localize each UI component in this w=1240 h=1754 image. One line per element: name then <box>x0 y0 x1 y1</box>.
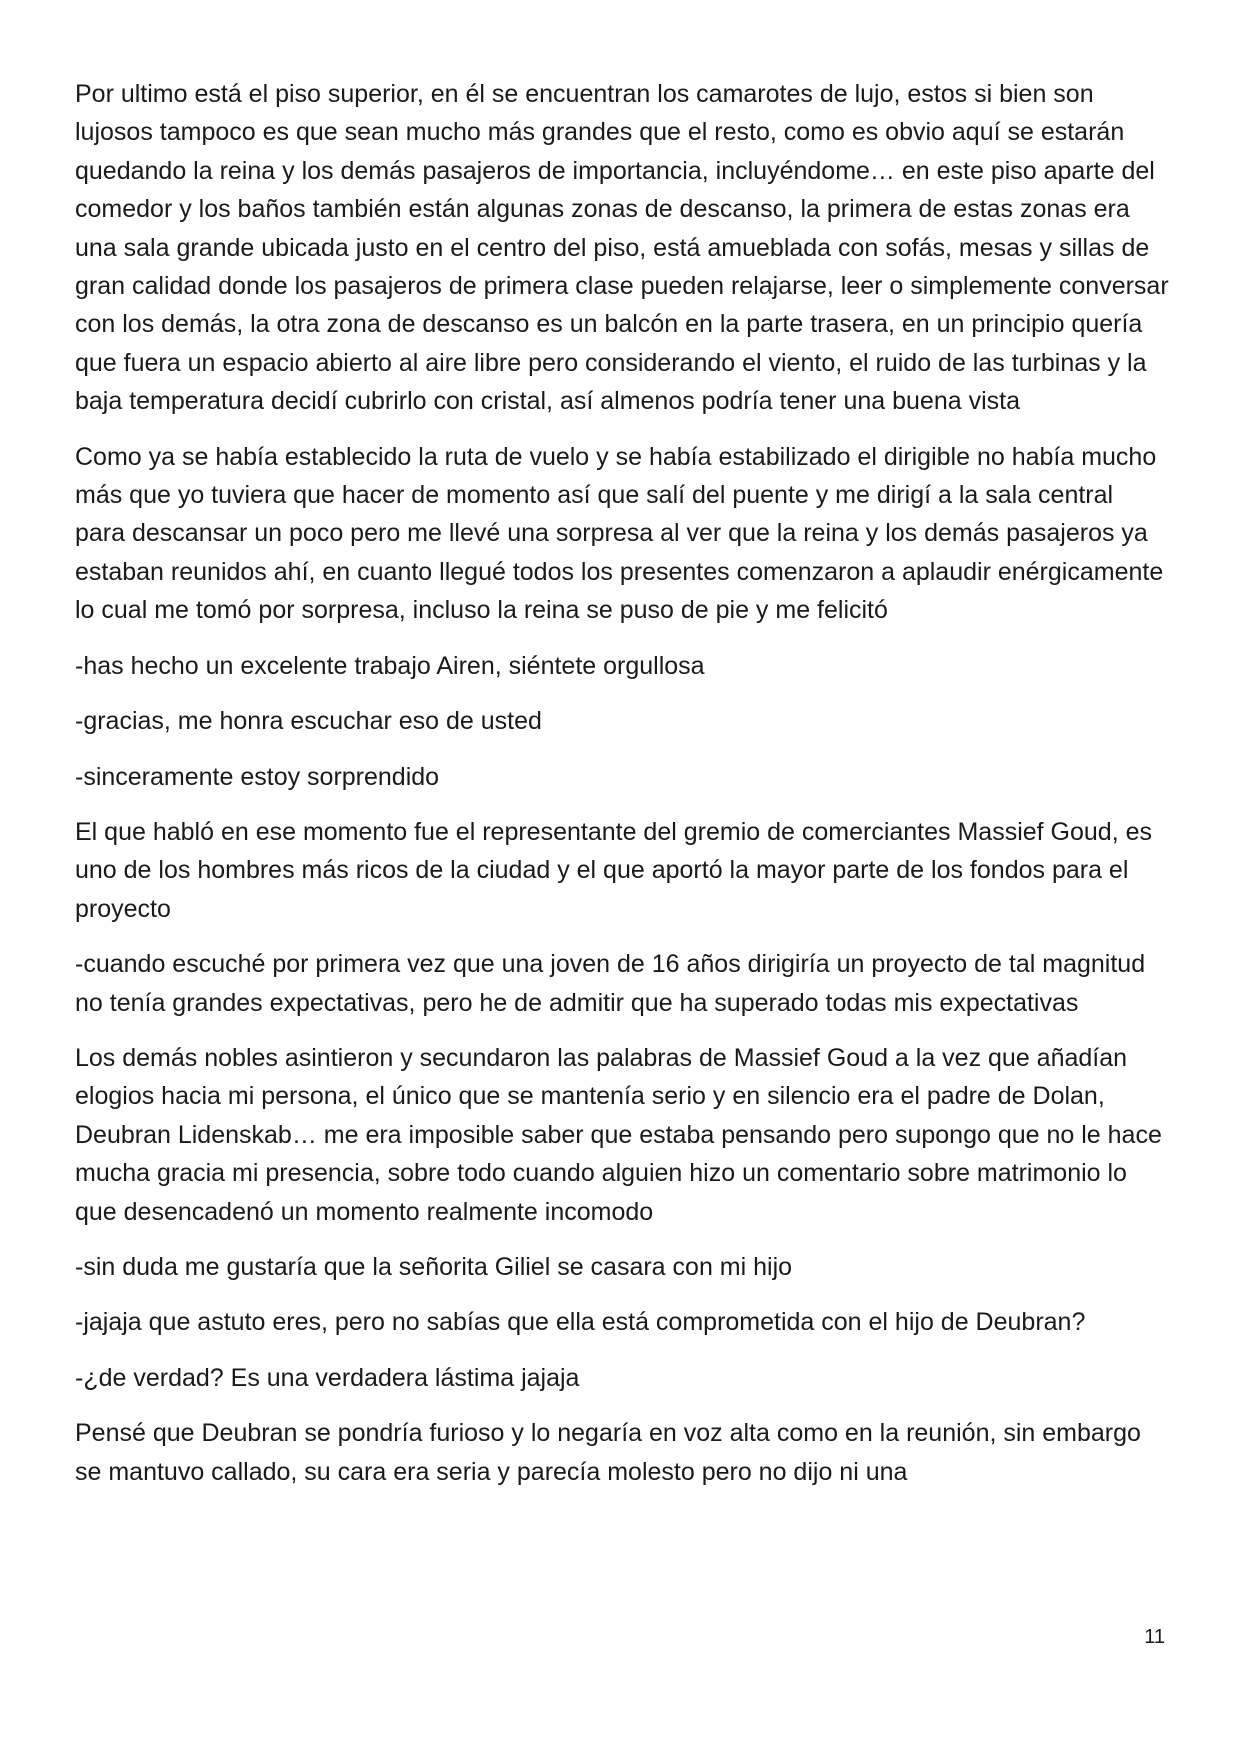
paragraph: Por ultimo está el piso superior, en él se encuentran los camarotes de lujo, estos si bien son lujosos tampoco es que sean mucho más grandes que el resto, como es obvio aquí se estarán quedando la reina y los demás pasajeros de importancia, incluyéndome… en este piso aparte del comedor y los baños también están algunas zonas de descanso, la primera de estas zonas era una sala grande ubicada justo en el centro del piso, está amueblada con sofás, mesas y sillas de gran calidad donde los pasajeros de primera clase pueden relajarse, leer o simplemente conversar con los demás, la otra zona de descanso es un balcón en la parte trasera, en un principio quería que fuera un espacio abierto al aire libre pero considerando el viento, el ruido de las turbinas y la baja temperatura decidí cubrirlo con cristal, así almenos podría tener una buena vista <box>75 80 1169 416</box>
dialogue-line: -sinceramente estoy sorprendido <box>75 762 440 791</box>
dialogue-line: -gracias, me honra escuchar eso de usted <box>75 707 542 736</box>
dialogue-line: -jajaja que astuto eres, pero no sabías que ella está comprometida con el hijo de Deubran? <box>75 1308 1086 1337</box>
page-number: 11 <box>1144 1626 1165 1648</box>
paragraph: El que habló en ese momento fue el representante del gremio de comerciantes Massief Goud, es uno de los hombres más ricos de la ciudad y el que aportó la mayor parte de los fondos para el proyecto <box>75 817 1153 923</box>
paragraph: Los demás nobles asintieron y secundaron las palabras de Massief Goud a la vez que añadían elogios hacia mi persona, el único que se mantenía serio y en silencio era el padre de Dolan, Deubran Lidenskab… me era imposible saber que estaba pensando pero supongo que no le hace mucha gracia mi presencia, sobre todo cuando alguien hizo un comentario sobre matrimonio lo que desencadenó un momento realmente incomodo <box>75 1043 1162 1226</box>
dialogue-line: -has hecho un excelente trabajo Airen, siéntete orgullosa <box>75 651 705 680</box>
dialogue-line: -sin duda me gustaría que la señorita Giliel se casara con mi hijo <box>75 1252 793 1281</box>
paragraph: Como ya se había establecido la ruta de vuelo y se había estabilizado el dirigible no había mucho más que yo tuviera que hacer de momento así que salí del puente y me dirigí a la sala central para descansar un poco pero me llevé una sorpresa al ver que la reina y los demás pasajeros ya estaban reunidos ahí, en cuanto llegué todos los presentes comenzaron a aplaudir enérgicamente lo cual me tomó por sorpresa, incluso la reina se puso de pie y me felicitó <box>75 442 1164 625</box>
dialogue-line: -¿de verdad? Es una verdadera lástima jajaja <box>75 1363 580 1392</box>
dialogue-line: -cuando escuché por primera vez que una joven de 16 años dirigiría un proyecto de tal magnitud no tenía grandes expectativas, pero he de admitir que ha superado todas mis expectativas <box>75 950 1146 1017</box>
paragraph: Pensé que Deubran se pondría furioso y lo negaría en voz alta como en la reunión, sin embargo se mantuvo callado, su cara era seria y parecía molesto pero no dijo ni una <box>75 1419 1141 1486</box>
text-body <box>75 75 1170 1508</box>
